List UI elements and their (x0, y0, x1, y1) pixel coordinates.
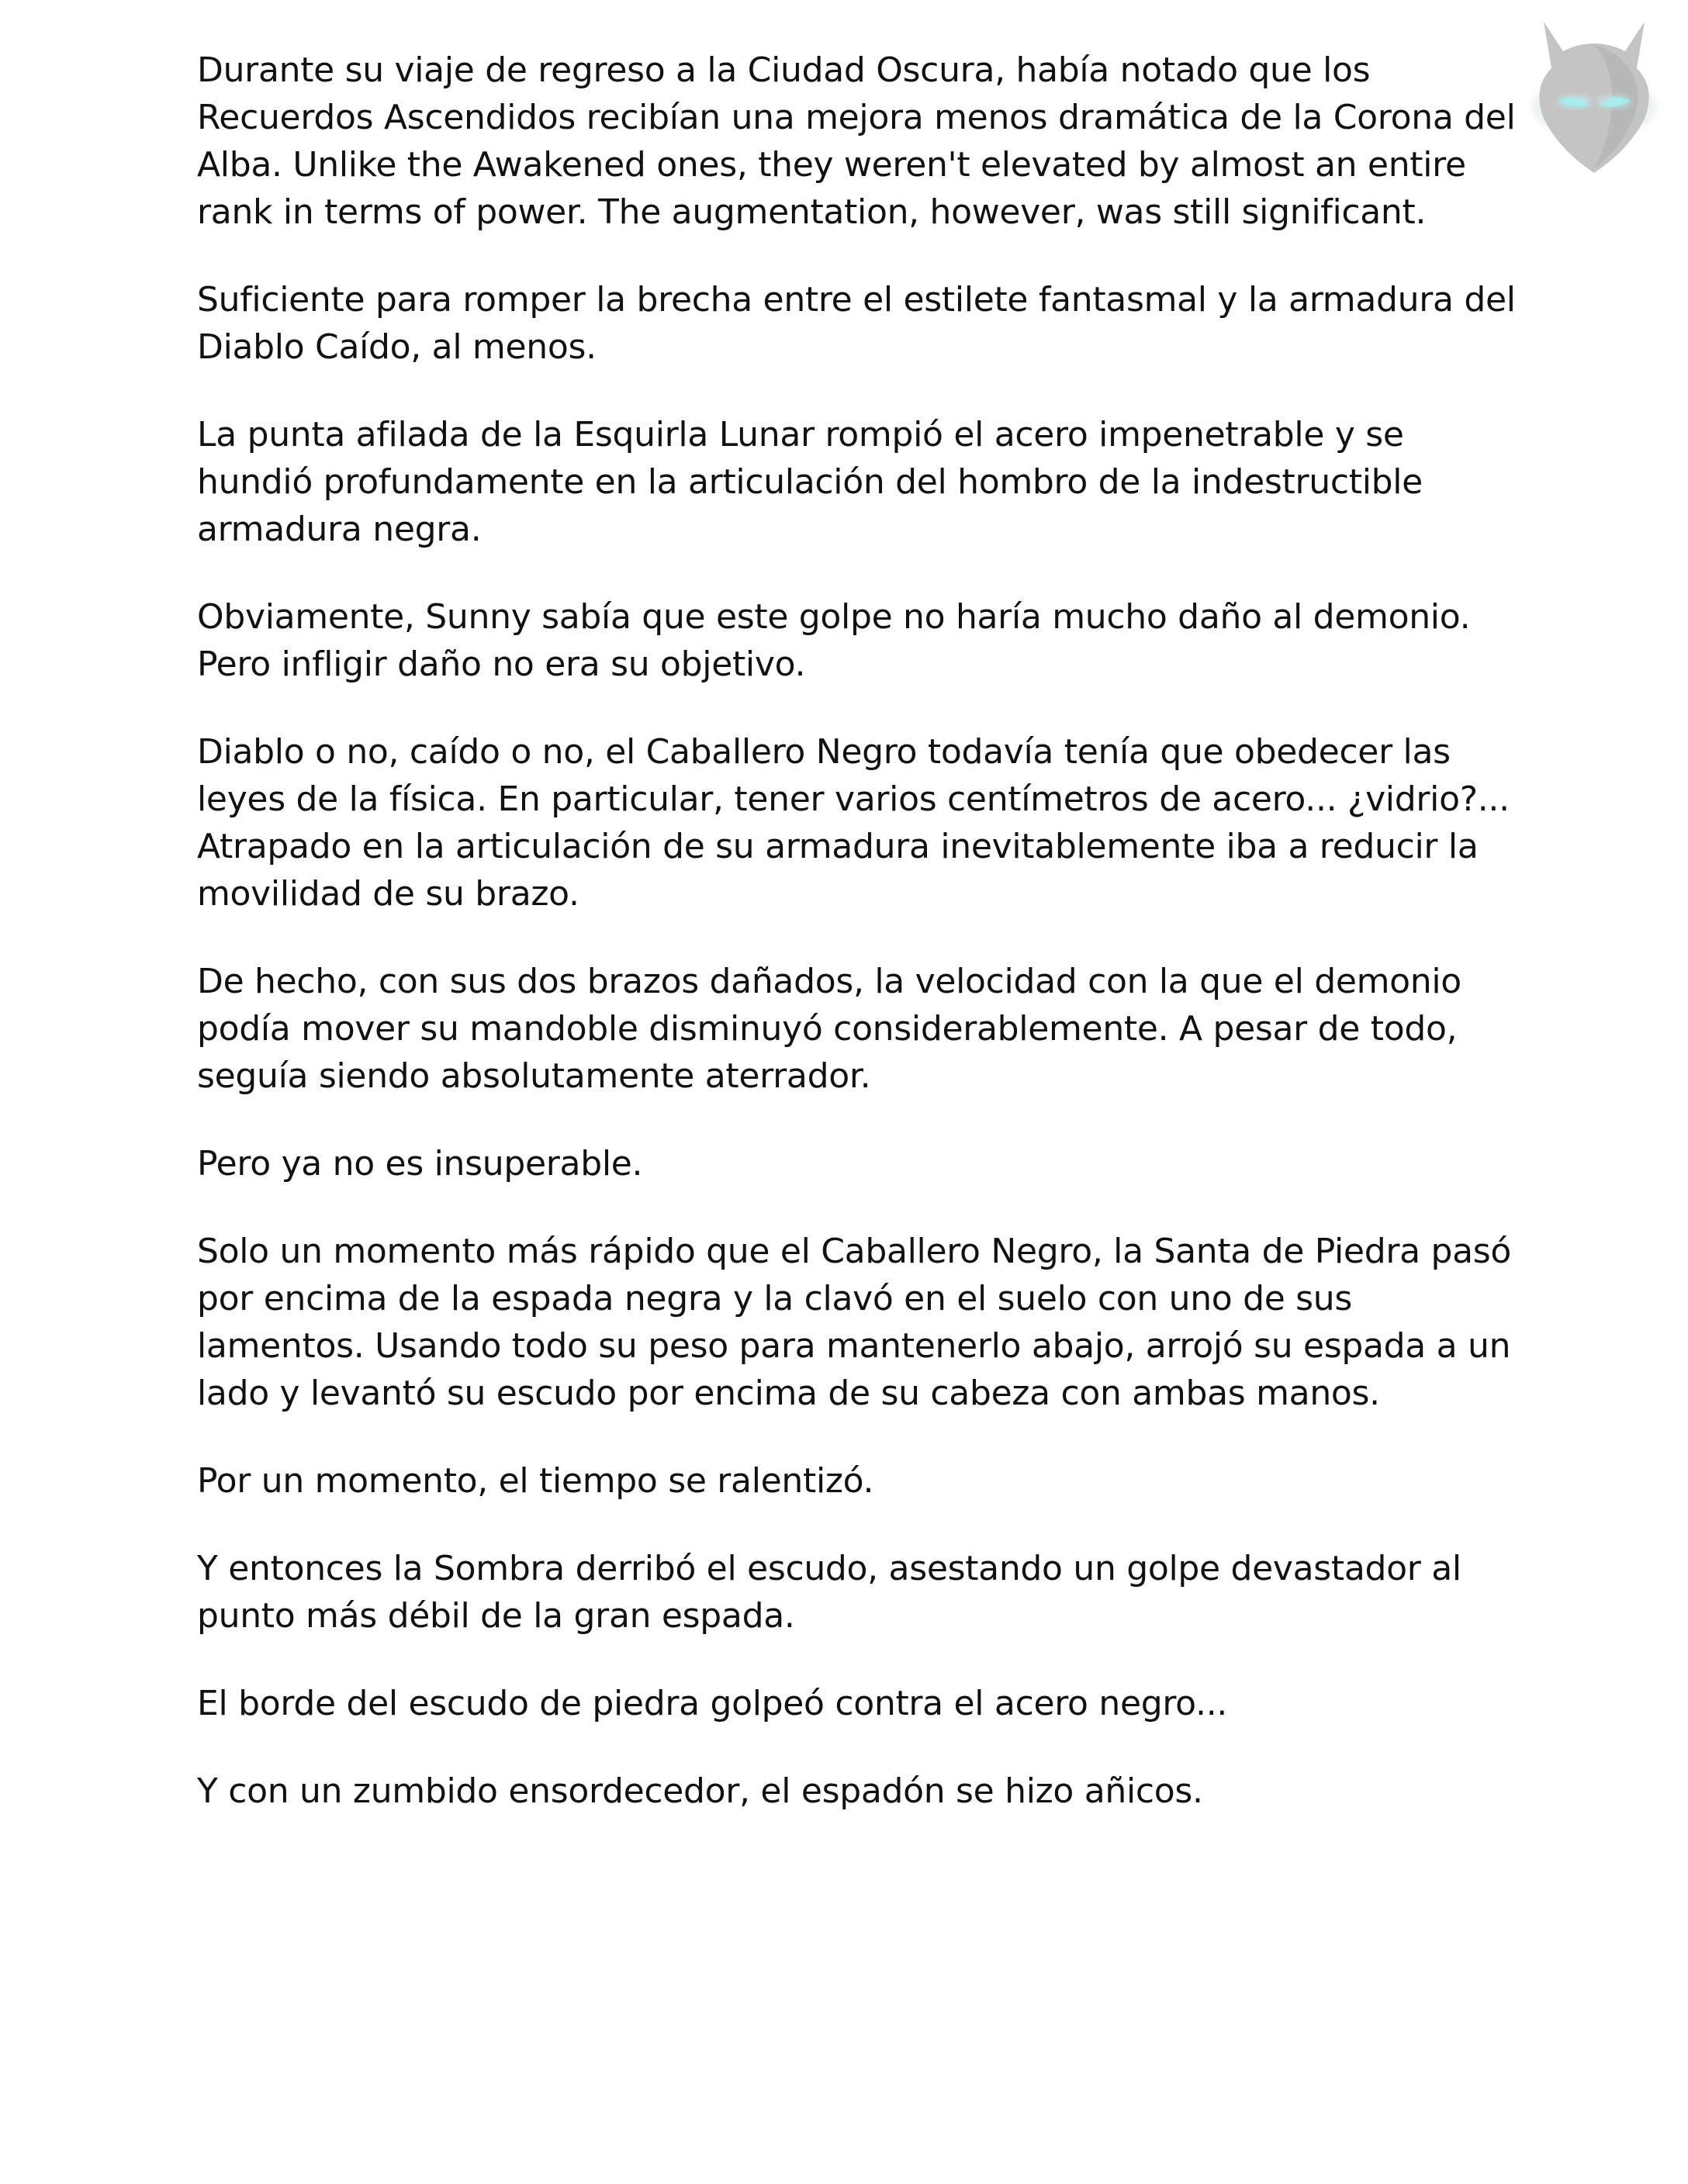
paragraph: Y con un zumbido ensordecedor, el espadón se hizo añicos. (197, 1771, 1203, 1811)
paragraph: El borde del escudo de piedra golpeó contra el acero negro... (197, 1684, 1228, 1723)
demon-head-icon (1520, 14, 1668, 185)
paragraph: Durante su viaje de regreso a la Ciudad Oscura, había notado que los Recuerdos Ascendidos recibían una mejora menos dramática de la Corona del Alba. Unlike the Awakened ones, they weren't elevated by almost an entire rank in terms of power. The augmentation, however, was still significant. (197, 50, 1516, 232)
paragraph: Y entonces la Sombra derribó el escudo, asestando un golpe devastador al punto más débil de la gran espada. (197, 1549, 1461, 1636)
paragraph: Por un momento, el tiempo se ralentizó. (197, 1461, 874, 1501)
paragraph: Pero ya no es insuperable. (197, 1144, 643, 1184)
paragraph: Suficiente para romper la brecha entre el estilete fantasmal y la armadura del Diablo Caído, al menos. (197, 280, 1516, 367)
paragraph: Obviamente, Sunny sabía que este golpe no haría mucho daño al demonio. Pero infligir daño no era su objetivo. (197, 597, 1471, 684)
paragraph: De hecho, con sus dos brazos dañados, la velocidad con la que el demonio podía mover su mandoble disminuyó considerablemente. A pesar de todo, seguía siendo absolutamente aterrador. (197, 962, 1461, 1096)
chapter-text (197, 47, 1516, 1855)
paragraph: La punta afilada de la Esquirla Lunar rompió el acero impenetrable y se hundió profundamente en la articulación del hombro de la indestructible armadura negra. (197, 415, 1423, 549)
paragraph: Diablo o no, caído o no, el Caballero Negro todavía tenía que obedecer las leyes de la física. En particular, tener varios centímetros de acero... ¿vidrio?... Atrapado en la articulación de su armadura inevitablemente iba a reducir la movilidad de su brazo. (197, 732, 1510, 914)
paragraph: Solo un momento más rápido que el Caballero Negro, la Santa de Piedra pasó por encima de la espada negra y la clavó en el suelo con uno de sus lamentos. Usando todo su peso para mantenerlo abajo, arrojó su espada a un lado y levantó su escudo por encima de su cabeza con ambas manos. (197, 1232, 1511, 1413)
